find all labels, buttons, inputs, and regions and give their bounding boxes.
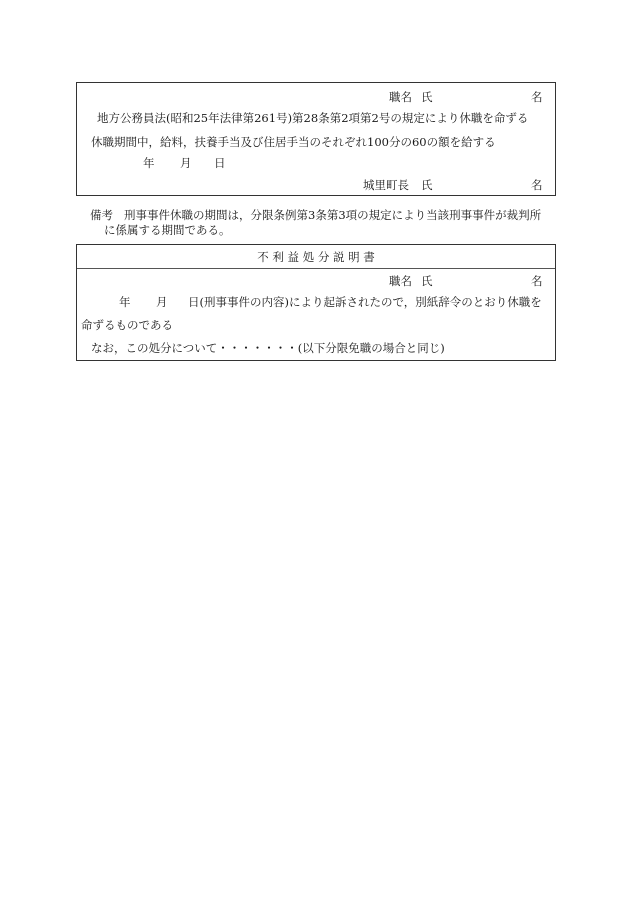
statement-name-suffix: 名: [531, 274, 543, 288]
remark-line-1: 刑事事件休職の期間は，分限条例第3条第3項の規定により当該刑事事件が裁判所: [124, 208, 542, 222]
statement-name-label: 氏: [421, 274, 433, 288]
order-box: [76, 82, 556, 196]
order-date-year: 年: [143, 156, 155, 170]
order-issuer-name-label: 氏: [421, 178, 433, 192]
order-line-2: 休職期間中，給料，扶養手当及び住居手当のそれぞれ100分の60の額を給する: [91, 135, 496, 149]
remark-label: 備考: [90, 208, 113, 222]
statement-line-2: 命ずるものである: [81, 318, 173, 332]
order-name-label: 氏: [421, 90, 433, 104]
statement-box: [76, 244, 556, 361]
statement-date-year: 年: [119, 295, 131, 309]
order-date-day: 日: [214, 156, 226, 170]
order-issuer-name-suffix: 名: [531, 178, 543, 192]
statement-position-label: 職名: [389, 274, 412, 288]
order-date-month: 月: [180, 156, 192, 170]
statement-line-1: 日(刑事事件の内容)により起訴されたので，別紙辞令のとおり休職を: [188, 295, 542, 309]
remark-line-2: に係属する期間である。: [104, 223, 231, 237]
order-issuer-title: 城里町長: [363, 178, 409, 192]
statement-title-divider: [77, 268, 555, 269]
order-line-1: 地方公務員法(昭和25年法律第261号)第28条第2項第2号の規定により休職を命ずる: [97, 111, 529, 125]
statement-title: 不 利 益 処 分 説 明 書: [257, 250, 375, 264]
statement-date-month: 月: [156, 295, 168, 309]
statement-line-3: なお，この処分について・・・・・・・(以下分限免職の場合と同じ): [91, 341, 445, 355]
order-name-suffix: 名: [531, 90, 543, 104]
order-position-label: 職名: [389, 90, 412, 104]
